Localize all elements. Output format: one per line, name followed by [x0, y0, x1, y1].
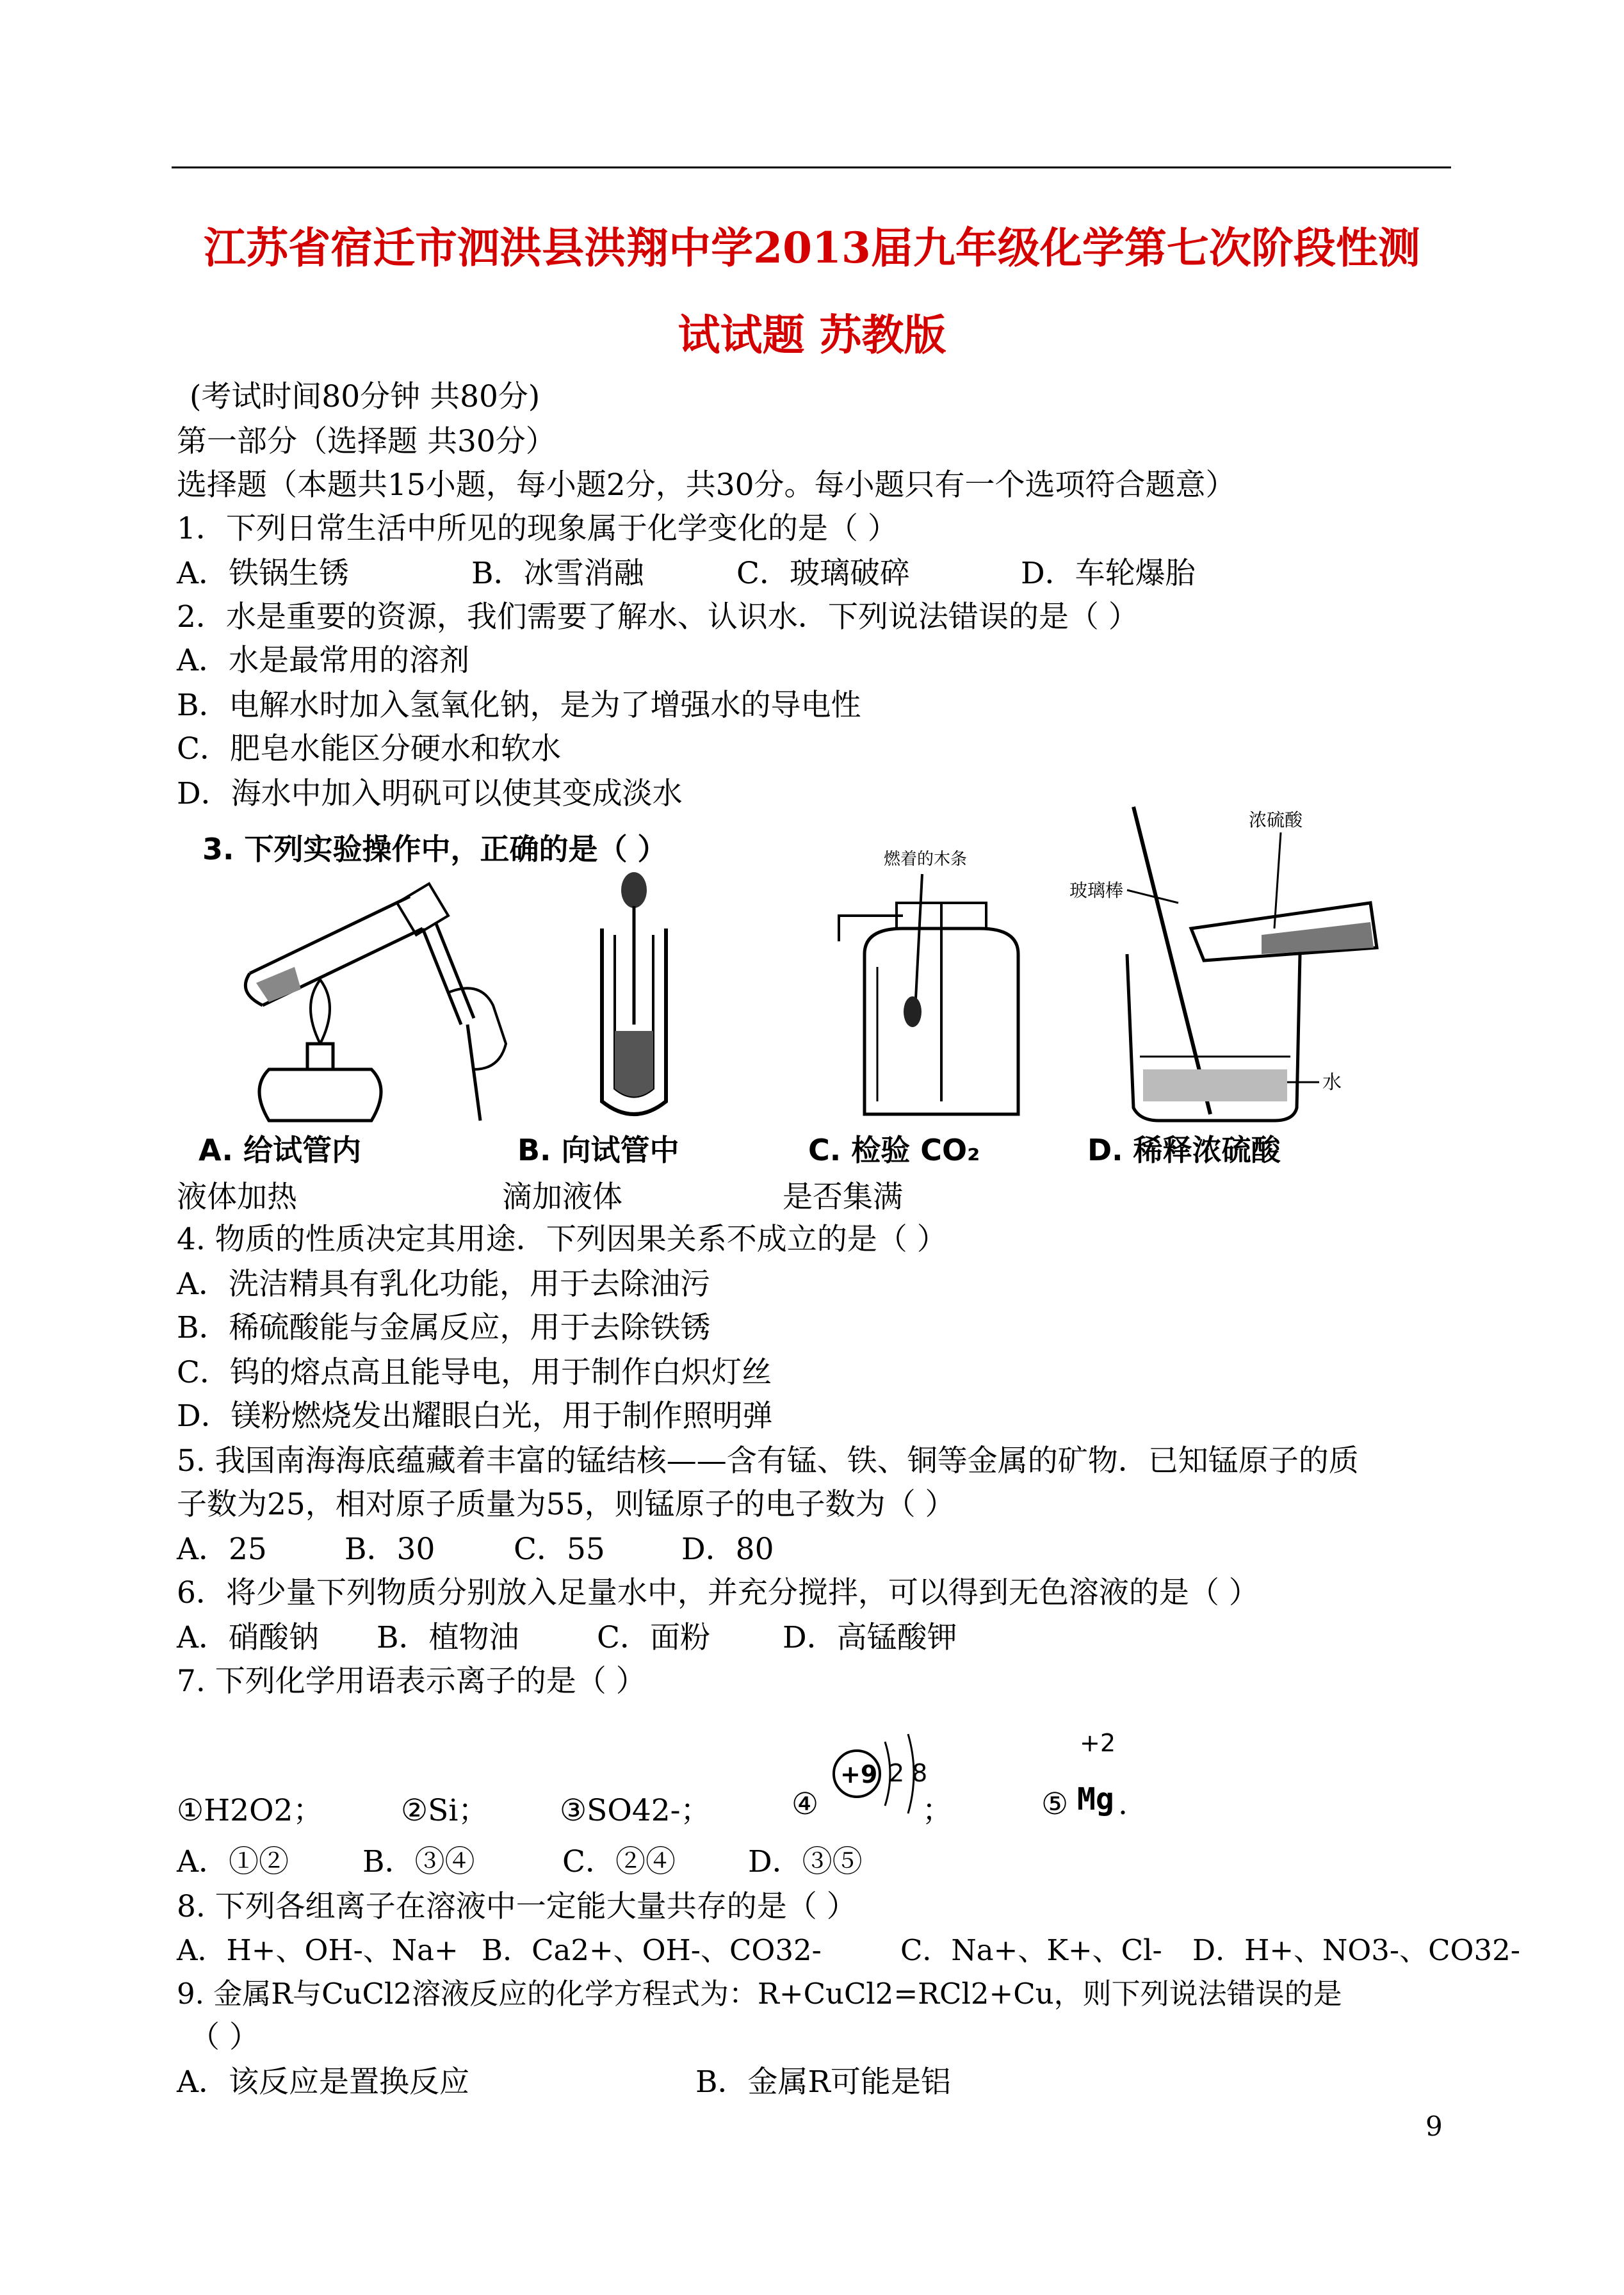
q9-options: [177, 2063, 1201, 2102]
q2-stem: 2．水是重要的资源，我们需要了解水、认识水．下列说法错误的是（ ）: [177, 599, 1139, 635]
header-rule: [172, 166, 1451, 168]
q4-option-b: B．稀硫酸能与金属反应，用于去除铁锈: [177, 1310, 711, 1345]
q9-option-a: A．该反应是置换反应: [177, 2064, 469, 2100]
q7-option-4-semicolon: ；: [922, 1793, 952, 1828]
q8-options: [177, 1931, 1522, 1970]
q9-stem-line1: 9. 金属R与CuCl2溶液反应的化学方程式为：R+CuCl2=RCl2+Cu，则下列说法错误的是: [177, 1977, 1342, 2011]
figure-c-drawing: [826, 845, 1057, 1127]
q7-stem: 7. 下列化学用语表示离子的是（ ）: [177, 1664, 646, 1699]
q9-option-b: B．金属R可能是铝: [695, 2064, 951, 2100]
q7-options: [177, 1843, 945, 1881]
figure-a-drawing: [211, 877, 532, 1133]
q7-option-b: B．③④: [362, 1844, 475, 1879]
q1-option-b: B．冰雪消融: [471, 556, 644, 591]
q1-stem: 1．下列日常生活中所见的现象属于化学变化的是（ ）: [177, 511, 898, 546]
q8-option-b: B．Ca2+、OH-、CO32-: [482, 1933, 822, 1967]
q4-stem: 4. 物质的性质决定其用途．下列因果关系不成立的是（ ）: [177, 1222, 947, 1257]
q7-option-2: ②Si；: [401, 1793, 489, 1828]
q7-shell-1: 2: [889, 1759, 905, 1787]
doc-title-line2: 试试题 苏教版: [678, 310, 946, 360]
q8-option-d: D．H+、NO3-、CO32-: [1192, 1933, 1520, 1967]
figure-d-label-water: 水: [1322, 1071, 1342, 1094]
q6-stem: 6．将少量下列物质分别放入足量水中，并充分搅拌，可以得到无色溶液的是（ ）: [177, 1575, 1259, 1610]
q2-option-c: C．肥皂水能区分硬水和软水: [177, 731, 561, 766]
q5-option-d: D．80: [681, 1532, 774, 1567]
part-heading: 第一部分（选择题 共30分）: [177, 424, 556, 459]
q8-stem: 8. 下列各组离子在溶液中一定能大量共存的是（ ）: [177, 1889, 857, 1924]
q6-option-a: A．硝酸钠: [177, 1620, 319, 1655]
q2-option-a: A．水是最常用的溶剂: [177, 643, 469, 678]
q7-mg-symbol: Mg: [1077, 1781, 1114, 1817]
figure-d-caption: D. 稀释浓硫酸: [1087, 1133, 1281, 1167]
figure-a-subcaption: 液体加热: [177, 1180, 297, 1215]
q7-option-c: C．②④: [562, 1844, 676, 1879]
q8-option-c: C．Na+、K+、Cl-: [900, 1933, 1162, 1967]
q4-option-a: A．洗洁精具有乳化功能，用于去除油污: [177, 1267, 710, 1302]
q4-option-d: D．镁粉燃烧发出耀眼白光，用于制作照明弹: [177, 1399, 773, 1434]
q7-option-d: D．③⑤: [748, 1844, 863, 1879]
figure-c-caption: C. 检验 CO₂: [808, 1133, 980, 1167]
q7-option-3: ③SO42-；: [560, 1793, 711, 1828]
exam-info: (考试时间80分钟 共80分): [190, 379, 540, 414]
section-instructions: 选择题（本题共15小题，每小题2分，共30分。每小题只有一个选项符合题意）: [177, 467, 1236, 503]
q1-option-d: D．车轮爆胎: [1021, 556, 1196, 591]
figure-d-label-acid: 浓硫酸: [1249, 809, 1303, 831]
q5-stem-line2: 子数为25，相对原子质量为55，则锰原子的电子数为（ ）: [177, 1487, 955, 1522]
figure-b-dropping-liquid: [564, 871, 704, 1127]
q7-option-4-label: ④: [792, 1787, 819, 1822]
figure-c-label-stick: 燃着的木条: [884, 850, 968, 869]
q5-option-a: A．25: [177, 1532, 267, 1567]
q6-option-d: D．高锰酸钾: [783, 1620, 957, 1655]
q7-shell-2: 8: [912, 1759, 928, 1787]
page-number: 9: [1425, 2111, 1443, 2142]
q5-options: [177, 1530, 817, 1569]
q6-option-b: B．植物油: [377, 1620, 519, 1655]
q3-stem: 3. 下列实验操作中，正确的是（ ）: [202, 832, 667, 866]
doc-title-line1: 江苏省宿迁市泗洪县洪翔中学2013届九年级化学第七次阶段性测: [204, 223, 1420, 273]
q7-mg-dot: .: [1118, 1787, 1128, 1822]
figure-b-caption: B. 向试管中: [517, 1133, 679, 1167]
figure-a-caption: A. 给试管内: [199, 1133, 361, 1167]
q7-nucleus-charge: +9: [840, 1760, 878, 1788]
q1-option-c: C．玻璃破碎: [736, 556, 910, 591]
figure-c-subcaption: 是否集满: [783, 1180, 903, 1215]
q5-option-c: C．55: [514, 1532, 605, 1567]
q7-mg-charge: +2: [1080, 1729, 1116, 1757]
q9-stem-line2: （ ）: [190, 2020, 259, 2055]
figure-d-drawing: [1069, 800, 1402, 1133]
q6-option-c: C．面粉: [597, 1620, 710, 1655]
q2-option-b: B．电解水时加入氢氧化钠，是为了增强水的导电性: [177, 688, 861, 723]
figure-a-heating-test-tube: [211, 877, 532, 1133]
figure-d-label-rod: 玻璃棒: [1069, 880, 1124, 901]
q1-options: [177, 555, 1265, 593]
q8-option-a: A．H+、OH-、Na+: [177, 1933, 459, 1967]
figure-b-drawing: [564, 871, 704, 1127]
q4-option-c: C．钨的熔点高且能导电，用于制作白炽灯丝: [177, 1355, 772, 1390]
q7-option-1: ①H2O2；: [177, 1793, 323, 1828]
q1-option-a: A．铁锅生锈: [177, 556, 349, 591]
q7-option-a: A．①②: [177, 1844, 289, 1879]
figure-d-dilute-sulfuric-acid: [1069, 800, 1402, 1133]
q7-option-5-label: ⑤: [1041, 1787, 1069, 1822]
figure-b-subcaption: 滴加液体: [502, 1180, 622, 1215]
q6-options: [177, 1619, 1073, 1657]
figure-c-co2-test: [826, 845, 1057, 1127]
q5-stem-line1: 5. 我国南海海底蕴藏着丰富的锰结核——含有锰、铁、铜等金属的矿物．已知锰原子的质: [177, 1443, 1359, 1479]
q5-option-b: B．30: [345, 1532, 435, 1567]
q2-option-d: D．海水中加入明矾可以使其变成淡水: [177, 776, 683, 811]
